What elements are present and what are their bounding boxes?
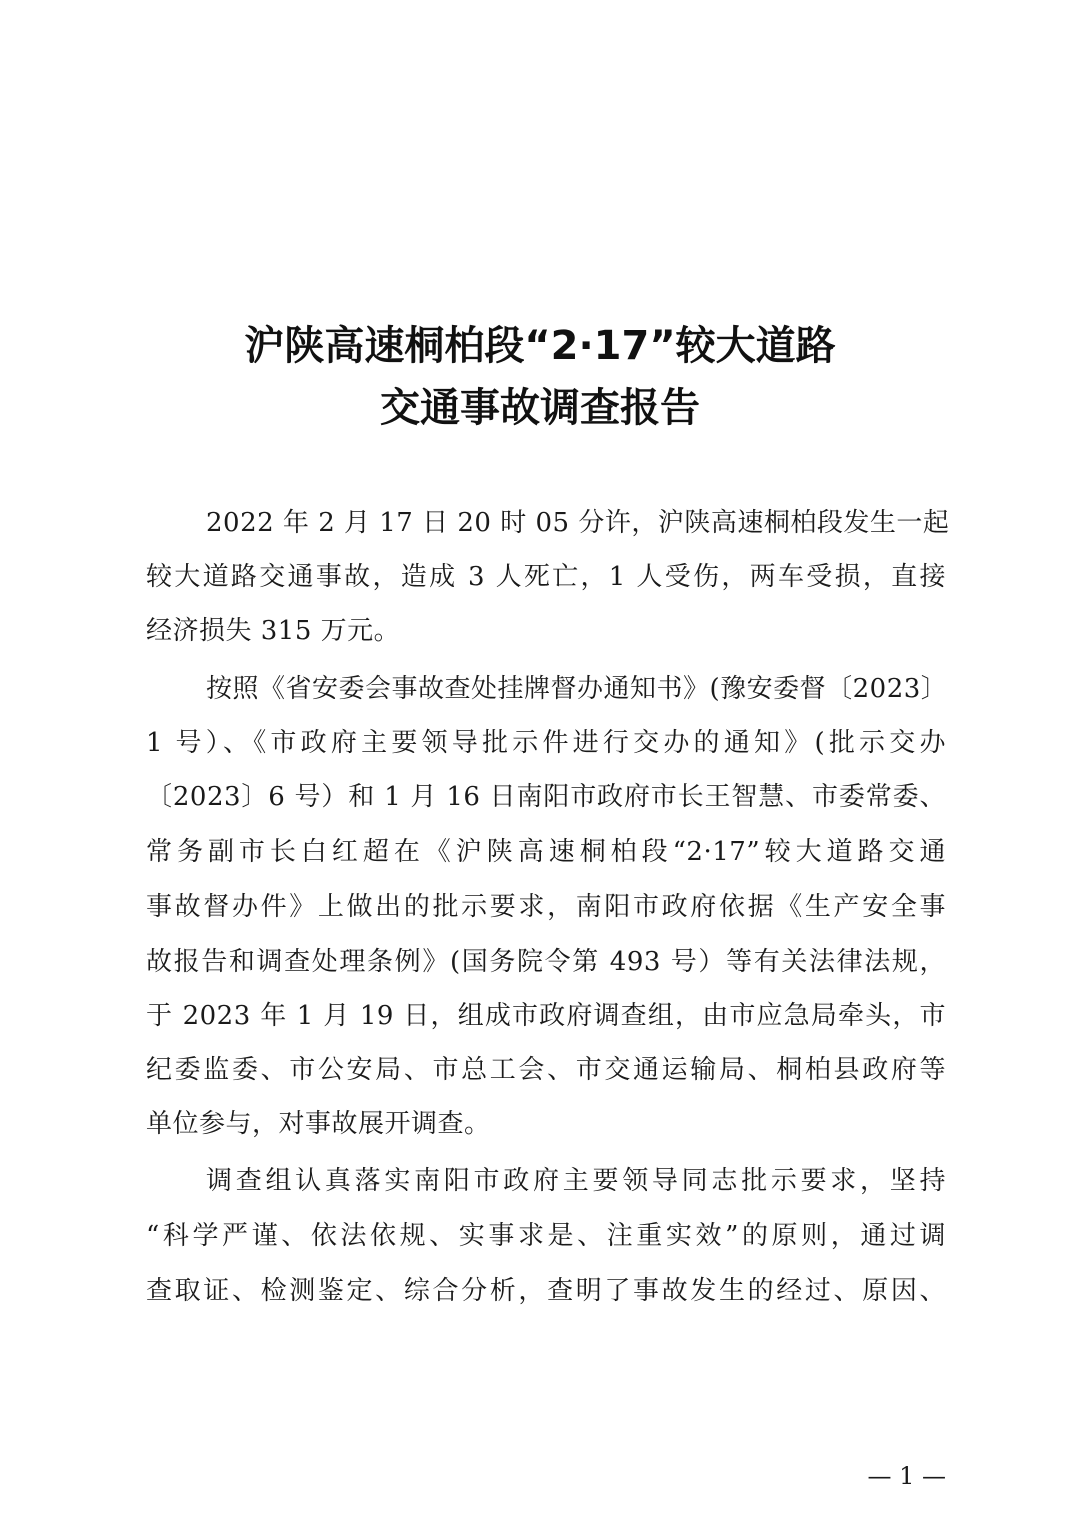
paragraph-line: 调查组认真落实南阳市政府主要领导同志批示要求，坚持 (206, 1166, 946, 1196)
paragraph-line: 经济损失 315 万元。 (146, 616, 401, 646)
document-title-line-2: 交通事故调查报告 (380, 385, 700, 431)
paragraph-line: 按照《省安委会事故查处挂牌督办通知书》(豫安委督〔2023〕 (206, 674, 948, 704)
paragraph-line: 〔2023〕6 号）和 1 月 16 日南阳市政府市长王智慧、市委常委、 (146, 782, 946, 812)
paragraph-line: “科学严谨、依法依规、实事求是、注重实效”的原则，通过调 (146, 1221, 946, 1251)
paragraph-line: 于 2023 年 1 月 19 日，组成市政府调查组，由市应急局牵头，市 (146, 1001, 946, 1031)
paragraph-line: 故报告和调查处理条例》(国务院令第 493 号）等有关法律法规， (146, 947, 946, 977)
paragraph-line: 纪委监委、市公安局、市总工会、市交通运输局、桐柏县政府等 (146, 1055, 946, 1085)
paragraph-line: 1 号）、《市政府主要领导批示件进行交办的通知》(批示交办 (146, 728, 946, 758)
paragraph-line: 2022 年 2 月 17 日 20 时 05 分许，沪陕高速桐柏段发生一起 (206, 508, 950, 538)
document-title-line-1: 沪陕高速桐柏段“2·17”较大道路 (244, 323, 836, 369)
paragraph-line: 单位参与，对事故展开调查。 (146, 1109, 491, 1139)
paragraph-line: 常务副市长白红超在《沪陕高速桐柏段“2·17”较大道路交通 (146, 837, 946, 867)
paragraph-line: 事故督办件》上做出的批示要求，南阳市政府依据《生产安全事 (146, 892, 946, 922)
paragraph-line: 查取证、检测鉴定、综合分析，查明了事故发生的经过、原因、 (146, 1276, 946, 1306)
paragraph-line: 较大道路交通事故，造成 3 人死亡，1 人受伤，两车受损，直接 (146, 562, 946, 592)
page-number: — 1 — (867, 1462, 946, 1490)
